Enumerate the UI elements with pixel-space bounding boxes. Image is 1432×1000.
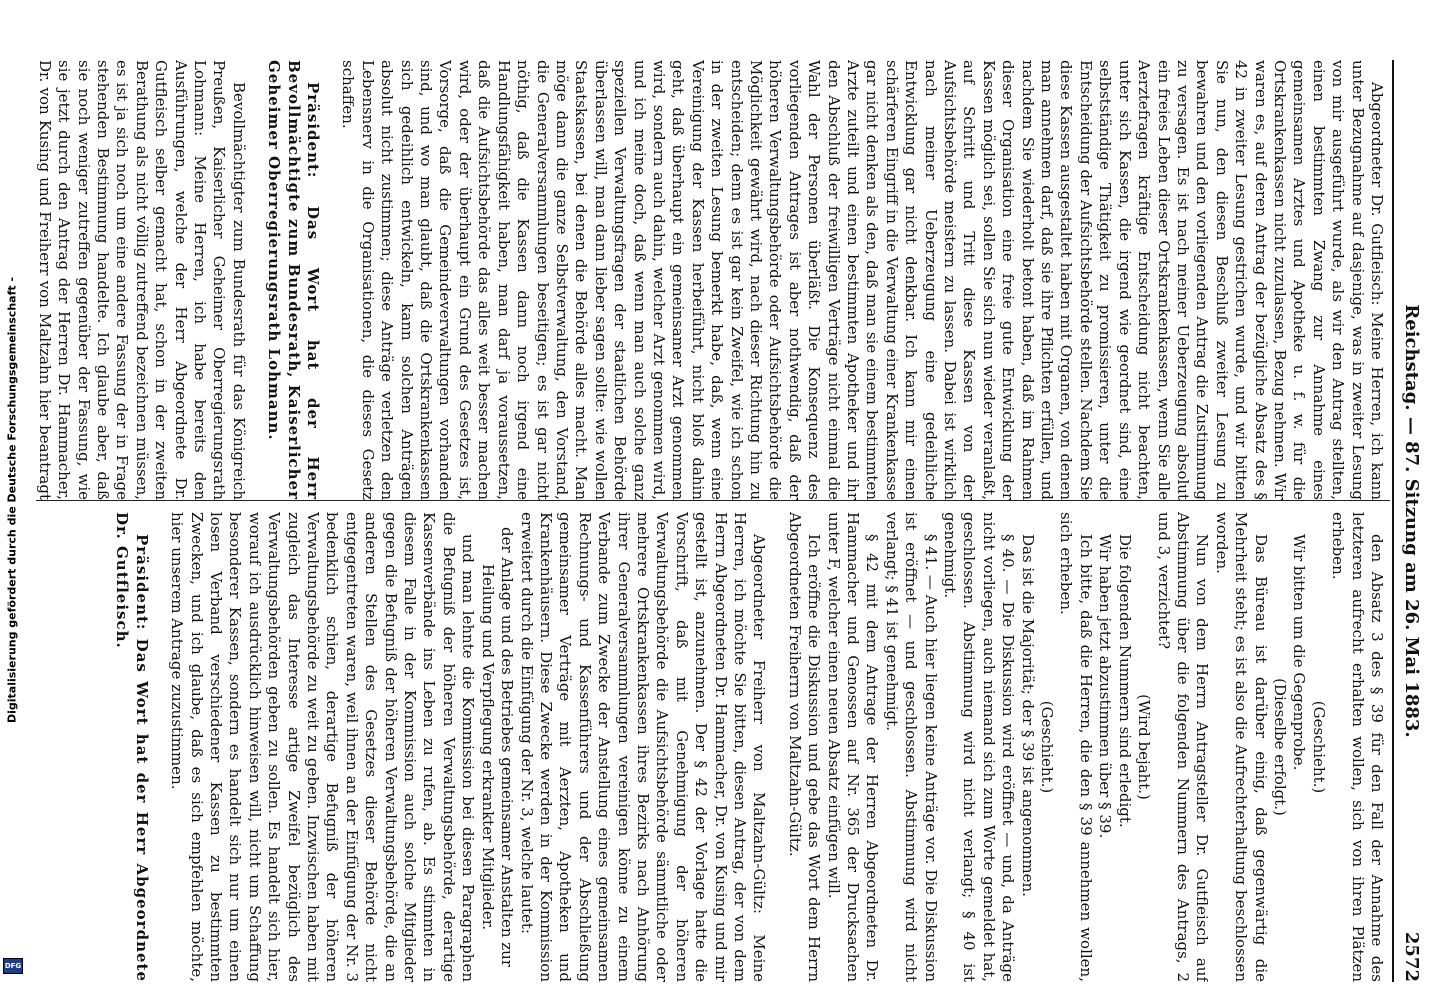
speech-paragraph: Bevollmächtigter zum Bundesrath für das Königreich Preußen, Kaiserlicher Geheimer Oberregierungsrath Lohmann: Meine Herren, ich habe bereits den Ausführungen, welche der Herr Abgeordnete Dr. Gutfleisch selber gemacht hat, schon in der zweiten Berathung als nicht völlig zutreffend bezeichnen müssen, es ist ja sich noch um eine andere Fassung der in Frage stehenden Bestimmung handelte. Ich glaube aber, daß sie noch weniger zutreffen gegenüber der Fassung, wie sie jetzt durch den Antrag der Herren Dr. Hammacher, Dr. von Kusing und Freiherr von Maltzahn hier beantragt [36, 60, 248, 500]
rotated-page [26, 0, 1432, 1000]
column-divider [36, 500, 1390, 501]
page-header [1396, 60, 1426, 982]
paragraph: § 41. — Auch hier liegen keine Anträge vor. Die Diskussion ist eröffnet — und geschlossen. Abstimmung wird nicht verlangt; § 41 ist genehmigt. [882, 512, 940, 982]
left-column [36, 512, 1386, 982]
page-number: 2572 [1401, 931, 1422, 982]
speech-paragraph: Abgeordneter Dr. Gutfleisch: Meine Herren, ich kann unter Bezugnahme auf dasjenige, was in zweiter Lesung von mir ausgeführt wurde, als wir den Antrag stellten, einen bestimmten Zwang zur Annahme eines gemeinsamen Arztes und Apotheke u. f. w. für die Ortskrankenkassen nicht zuzulassen, Bezug nehmen. Wir waren es, auf deren Antrag der bezügliche Absatz des § 42 in zweiter Lesung gestrichen wurde, und wir bitten Sie nun, den diesen Beschluß zweiter Lesung zu bewahren und den vorliegenden Antrag die Zustimmung zu versagen. Es ist nach meiner Ueberzeugung absolut ein freies Leben dieser Ortskrankenkassen, wenn Sie alle Aerztefragen kräftige Entscheidung nicht beachten, unter sich Kassen, die irgend wie geordnet sind, eine selbstständige Thätigkeit zu promissieren, unter die Entscheidung der Aufsichtsbehörde stellen. Nachdem Sie diese Kassen ausgestaltet haben mit Organen, von denen man annehmen darf, daß sie ihre Pflichten erfüllen, und nachdem Sie wiederholt betont haben, daß im Rahmen dieser Organisation eine freie gute Entwicklung der Kassen möglich sei, sollen Sie sich nun wieder veranlaßt, auf Schritt und Tritt diese Kassen von der Aufsichtsbehörde meistern zu lassen. Dabei ist wirklich nach meiner Ueberzeugung eine gedeihliche Entwicklung gar nicht denkbar. Ich kann mir einen schärferen Eingriff in die Verwaltung einer Krankenkasse gar nicht denken als den, daß man sie einem bestimmten Arzte zuteilt und einen bestimmten Apotheker und ihr den Abschluß der freiwilligen Verträge nicht einmal die Wahl der Personen überläßt. Die Konsequenz des vorliegenden Antrages ist aber nothwendig, daß der höheren Verwaltungsbehörde oder Aufsichtsbehörde die Möglichkeit gewährt wird, nach dieser Richtung hin zu entscheiden; denn es ist gar kein Zweifel, wie ich schon in der zweiten Lesung bemerkt habe, daß, wenn eine Vereinigung der Kassen herbeiführt, nicht bloß dahin geht, daß überhaupt ein gemeinsamer Arzt genommen wird, sondern auch dahin, welcher Arzt genommen wird, und ich meine doch, daß wenn man auch solche ganz speziellen Verwaltungsfragen der staatlichen Behörde überlassen will, man dann lieber sagen sollte: wie wollen Staatskassen, bei denen die Behörde alles macht. Man möge dann die ganze Selbstverwaltung, den Vorstand, die Generalversammlungen beseitigen; es ist gar nicht nöthig, daß die Kassen dann noch irgend eine Handlungsfähigkeit haben, man darf ja voraussetzen, daß die Aufsichtsbehörde das alles weit besser machen wird, oder der überhaupt ein Grund des Gesetzes ist, Vorsorge, daß die Gemeindeverwaltungen vorhanden sind, und wo man glaubt, daß die Ortskrankenkassen sich gedeihlich entwickeln, kann solchen Anträgen absolut nicht zustimmen; diese Anträge verletzen den Lebensnerv in die Organisationen, die dieses Gesetz schaffen. [339, 60, 1386, 500]
spacer [322, 60, 338, 500]
paragraph: Ich eröffne die Diskussion und gebe das Wort dem Herrn Abgeordneten Freiherrn von Maltzahn-Gültz. [785, 512, 824, 982]
speech-paragraph: Abgeordneter Freiherr von Maltzahn-Gültz: Meine Herren, ich möchte Sie bitten, diesen Antrag, der von dem Herrn Abgeordneten Dr. Hammacher, Dr. von Kusing und mir gestellt ist, anzunehmen. Der § 42 der Vorlage hatte die Vorschrift, daß mit Genehmigung der höheren Verwaltungsbehörde die Aufsichtsbehörde sämmtliche oder mehrere Ortskrankenkassen ihres Bezirks nach Anhörung ihrer Generalversammlungen vereinigen könne zu einem Verbande zum Zwecke der Anstellung eines gemeinsamen Rechnungs- und Kassenführers und der Abschließung gemeinsamer Verträge mit Aerzten, Apotheken und Krankenhäusern. Diese Zwecke werden in der Kommission erweitert durch die Einfügung der Nr. 3, welche lautet: [517, 512, 769, 982]
spacer [151, 512, 167, 982]
paragraph: Das ist die Majorität; der § 39 ist angenommen. [1018, 534, 1037, 897]
paragraph: Wir haben jetzt abzustimmen über § 39. [1096, 534, 1115, 839]
paragraph: § 40. — Die Diskussion wird eröffnet — und, da Anträge nicht vorliegen, auch niemand sich zum Worte gemeldet hat, geschlossen. Abstimmung wird nicht verlangt; § 40 ist genehmigt. [941, 512, 1018, 982]
spacer [768, 512, 784, 982]
dfg-logo-icon: DFG [3, 958, 23, 974]
paragraph: § 42 mit dem Antrage der Herren Abgeordneten Dr. Hammacher und Genossen auf Nr. 365 der Drucksachen unter F, welcher einen neuen Absatz einfügen will. [824, 512, 882, 982]
president-line: Präsident: Das Wort hat der Herr Abgeordnete Dr. Gutfleisch. [113, 512, 151, 982]
quoted-amendment: der Anlage und des Betriebes gemeinsamer Anstalten zur Heilung und Verpflegung erkrankter Mitglieder. [478, 527, 517, 967]
paragraph: Ich bitte, daß die Herren, die den § 39 annehmen wollen, sich erheben. [1057, 512, 1095, 982]
paragraph: und man lehnte die Kommission bei diesen Paragraphen die Befugniß der höheren Verwaltungsbehörde, derartige Kassenverbände ins Leben zu rufen, ab. Es stimmten in diesem Falle in der Kommission auch solche Mitglieder gegen die Befugniß der höheren Verwaltungsbehörde, die an anderen Stellen des Gesetzes dieser Behörde nicht entgegentreten waren, weil ihnen an der Einfügung der Nr. 3 bedenklich schien, derartige Befugniß der höheren Verwaltungsbehörde zu weit zu geben. Inzwischen haben mit zugleich das Interesse artige Zweifel bezüglich des Verwaltungsbehörden geben zu sollen. Es handelt sich hier, worauf ich ausdrücklich hinweisen will, nicht um Schaffung besonderer Kassen, sondern es handelt sich nur um einen losen Verband verschiedener Kassen zu bestimmten Zwecken, und ich glaube, daß es sich empfehlen möchte, hier unserem Antrage zuzustimmen. [168, 512, 478, 982]
newspaper-page [26, 0, 1432, 1000]
paragraph: Das Büreau ist darüber einig, daß gegenwärtig die Mehrheit steht; es ist also die Aufrechterhaltung beschlossen worden. [1212, 512, 1270, 982]
header-rule [1392, 60, 1394, 982]
stage-direction: (Geschieht.) [1038, 700, 1057, 794]
right-column [36, 60, 1386, 500]
stage-direction: (Dieselbe erfolgt.) [1270, 678, 1289, 816]
paragraph: Die folgenden Nummern sind erledigt. [1115, 534, 1134, 828]
president-line: Präsident: Das Wort hat der Herr Bevollmächtigte zum Bundesrath, Kaiserlicher Geheimer Oberregierungsrath Lohmann. [265, 60, 323, 500]
paragraph: den Absatz 3 des § 39 für den Fall der Annahme des letzteren aufrecht erhalten wollen, sich von ihren Plätzen erheben. [1329, 512, 1386, 982]
page-title: Reichstag. — 87. Sitzung am 26. Mai 1883. [1401, 304, 1422, 738]
stage-direction: (Wird bejaht.) [1135, 694, 1154, 800]
spacer [248, 60, 264, 500]
dfg-credit-text: Digitalisierung gefördert durch die Deutsche Forschungsgemeinschaft - [5, 276, 19, 724]
paragraph: Nun von dem Herrn Antragsteller Dr. Gutfleisch auf Abstimmung über die folgenden Nummern des Antrags, 2 und 3, verzichtet? [1154, 512, 1212, 982]
stage-direction: (Geschieht.) [1309, 700, 1328, 794]
credit-strip [0, 0, 24, 1000]
paragraph: Wir bitten um die Gegenprobe. [1290, 534, 1309, 771]
